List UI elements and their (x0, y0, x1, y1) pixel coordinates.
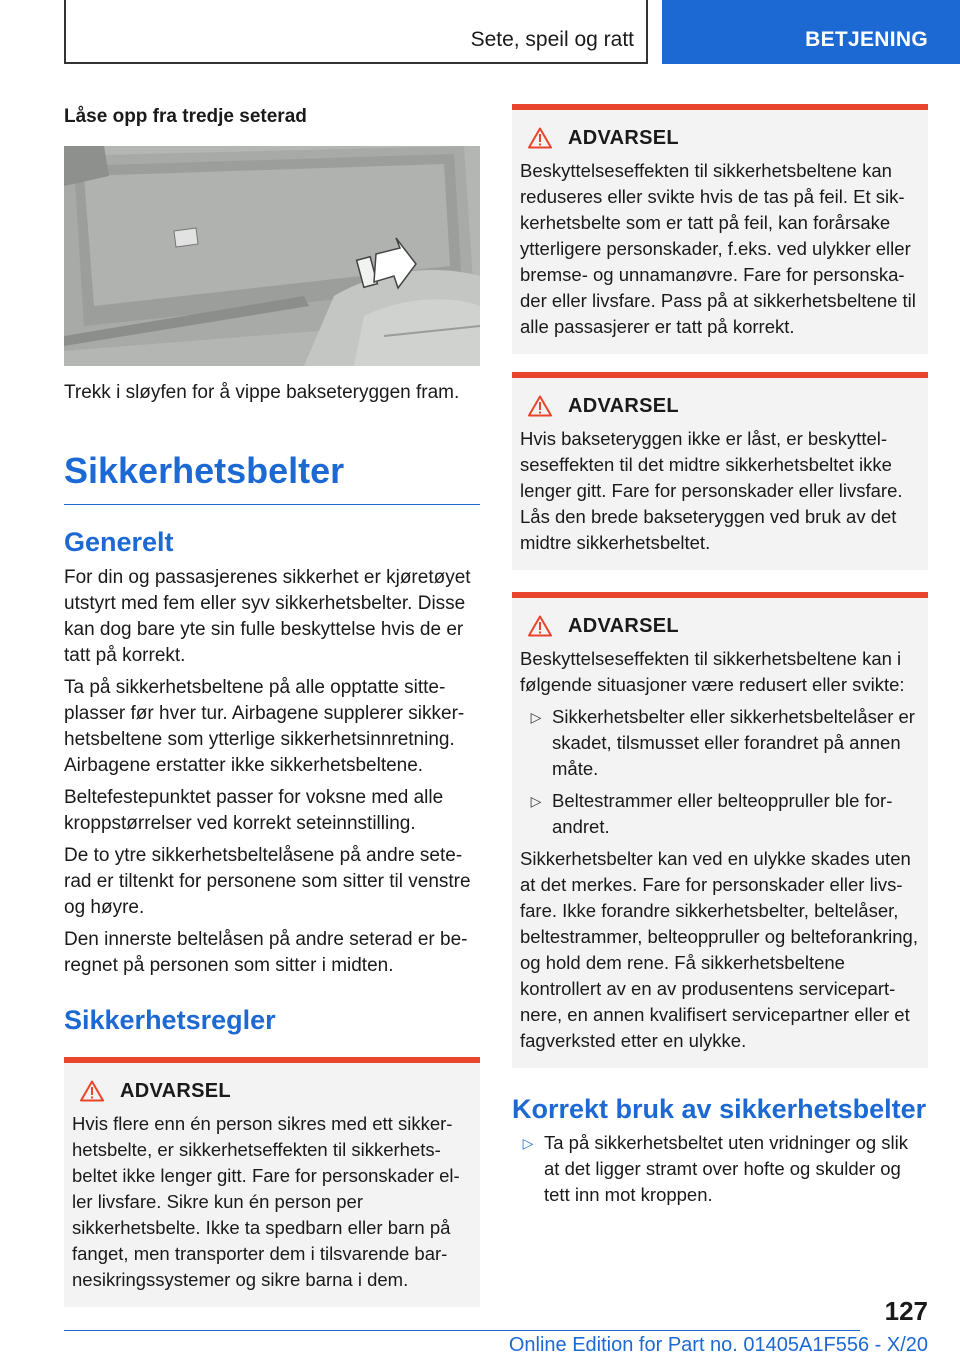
warning-header (80, 1077, 472, 1105)
warning-intro: Beskyttelseseffekten til sikkerhetsbeltene kan i følgende situasjoner være redusert eller svikte: (520, 648, 905, 695)
header-chapter-tab (662, 0, 960, 64)
header-section-title: Sete, speil og ratt (470, 28, 634, 51)
photo-caption: Trekk i sløyfen for å vippe bakseteryggen fram. (64, 382, 460, 403)
warning-box (64, 1057, 480, 1307)
warning-outro: Sikkerhetsbelter kan ved en ulykke skades uten at det merkes. Fare for personskader eller livsfare. Ikke forandre sikkerhetsbelter, beltelåser, beltestrammer, belteoppruller og belteforankring, og hold dem rene. Få sikkerhetsbeltene kontrollert av en av produsentens servicepartnere, en annen kvalifisert servicepartner eller et fagverksted etter en ulykke. (520, 848, 918, 1051)
warning-triangle-icon (528, 127, 552, 149)
warning-box (512, 372, 928, 570)
list-item-text: Beltestrammer eller belteoppruller ble forandret. (552, 790, 893, 837)
seat-illustration (64, 146, 480, 366)
bullet-triangle-icon: ▷ (530, 793, 542, 809)
warning-box (512, 104, 928, 354)
paragraph: Ta på sikkerhetsbeltene på alle opptatte sitteplasser før hver tur. Airbagene supplerer sikkerhetsbeltene som ytterlige sikkerhetsinnretning. Airbagene erstatter ikke sikkerhetsbeltene. (64, 677, 465, 776)
list-item-text: Sikkerhetsbelter eller sikkerhetsbeltelåser er skadet, tilsmusset eller forandret på annen måte. (552, 706, 915, 779)
bullet-triangle-icon: ▷ (530, 709, 542, 725)
list-item (512, 1130, 928, 1208)
warning-text: Beskyttelseseffekten til sikkerhetsbeltene kan reduseres eller svikte hvis de tas på feil. Et sikkerhetsbelte som er tatt på feil, kan forårsake ytterligere personskader, f.eks. ved ulykker eller bremse- og unnamanøvre. Fare for personskader eller livsfare. Pass på at sikkerhetsbeltene til alle passasjerer er tatt på korrekt. (520, 160, 916, 337)
list-item-text: Ta på sikkerhetsbeltet uten vridninger og slik at det ligger stramt over hofte og skulder og tett inn mot kroppen. (544, 1132, 909, 1205)
page-number: 127 (884, 1296, 928, 1326)
warning-header (528, 392, 920, 420)
footer-edition-text: Online Edition for Part no. 01405A1F556 - X/20 (508, 1334, 928, 1356)
warning-triangle-icon (528, 395, 552, 417)
header-section-box (64, 0, 648, 64)
list-item (520, 788, 920, 840)
warning-title: ADVARSEL (568, 614, 679, 637)
paragraph: Den innerste beltelåsen på andre seterad er beregnet på personen som sitter i midten. (64, 929, 468, 976)
bullet-triangle-icon: ▷ (522, 1135, 534, 1151)
warning-title: ADVARSEL (568, 126, 679, 149)
warning-title: ADVARSEL (120, 1079, 231, 1102)
list-item (520, 704, 920, 782)
warning-title: ADVARSEL (568, 394, 679, 417)
warning-triangle-icon (80, 1080, 104, 1102)
footer-divider (64, 1330, 860, 1331)
header-chapter-title: BETJENING (805, 28, 928, 51)
paragraph: De to ytre sikkerhetsbeltelåsene på andre seterad er tiltenkt for personene som sitter til venstre og høyre. (64, 845, 471, 918)
subheading-unlock-third-row: Låse opp fra tredje seterad (64, 106, 307, 127)
warning-header (528, 124, 920, 152)
right-column (512, 104, 928, 1208)
heading-safety-rules: Sikkerhetsregler (64, 1005, 276, 1035)
warning-triangle-icon (528, 615, 552, 637)
warning-header (528, 612, 920, 640)
heading-generelt: Generelt (64, 527, 174, 557)
warning-text: Hvis flere enn én person sikres med ett sikkerhetsbelte, er sikkerhetseffekten til sikkerhetsbeltet ikke lenger gitt. Fare for personskader eller livsfare. Sikre kun én person per sikkerhetsbelte. Ikke ta spedbarn eller barn på fanget, men transporter dem i tilsvarende barnesikringssystemer og sikre barna i dem. (72, 1113, 460, 1290)
seat-backrest-photo (64, 146, 480, 366)
paragraph: Beltefestepunktet passer for voksne med alle kroppstørrelser ved korrekt seteinnstilling. (64, 787, 444, 834)
paragraph: For din og passasjerenes sikkerhet er kjøretøyet utstyrt med fem eller syv sikkerhetsbelter. Disse kan dog bare yte sin fulle beskyttelse hvis de er tatt på korrekt. (64, 567, 471, 666)
section-title-seatbelts: Sikkerhetsbelter (64, 450, 480, 505)
left-column (64, 100, 480, 1307)
heading-correct-use: Korrekt bruk av sikkerhetsbelter (512, 1094, 927, 1124)
warning-box (512, 592, 928, 1068)
warning-text: Hvis bakseteryggen ikke er låst, er beskyttelseseffekten til det midtre sikkerhetsbeltet ikke lenger gitt. Fare for personskader eller livsfare. Lås den brede bakseteryggen ved bruk av det midtre sikkerhetsbeltet. (520, 428, 903, 553)
